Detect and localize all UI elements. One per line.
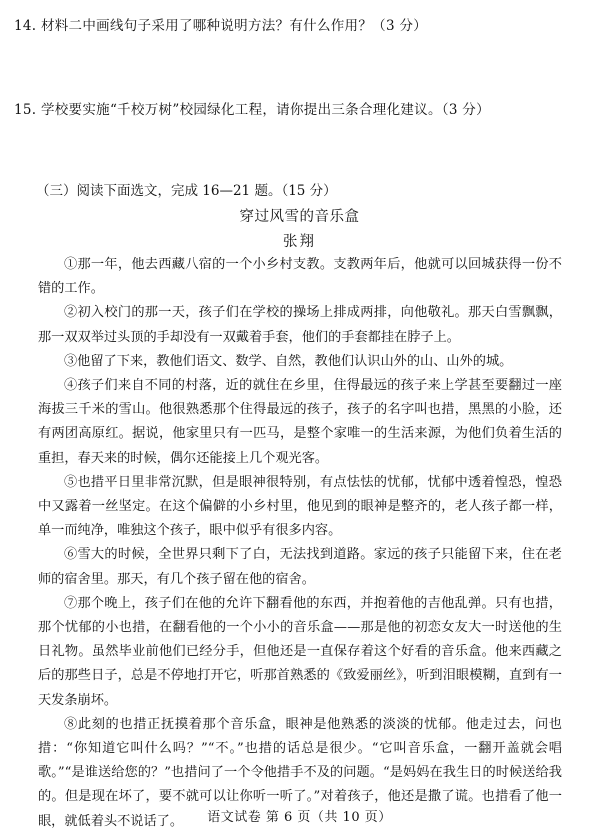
article-author: 张翔 [283, 234, 316, 250]
question-15: 15. 学校要实施“千校万树”校园绿化工程，请你提出三条合理化建议。（3 分） [14, 102, 490, 118]
article-title: 穿过风雪的音乐盒 [239, 209, 360, 225]
article-body [38, 253, 562, 834]
paragraph-3: ③他留了下来，教他们语文、数学、自然，教他们认识山外的山、山外的城。 [64, 353, 513, 369]
page-footer: 语文试卷 第 6 页（共 10 页） [207, 810, 392, 825]
paragraph-2: ②初入校门的那一天，孩子们在学校的操场上排成两排，向他敬礼。那天白雪飘飘，那一双双举过头顶的手却没有一双戴着手套，他们的手套都挂在脖子上。 [38, 305, 562, 345]
paragraph-5: ⑤也措平日里非常沉默，但是眼神很特别，有点怯怯的忧郁，忧郁中透着惶恐，惶恐中又露着一丝坚定。在这个偏僻的小乡村里，他见到的眼神是整齐的，老人孩子都一样，单一而纯净，唯独这个孩子，眼中似乎有很多内容。 [38, 474, 562, 539]
paragraph-1: ①那一年，他去西藏八宿的一个小乡村支教。支教两年后，他就可以回城获得一份不错的工作。 [38, 257, 562, 297]
paragraph-8: ⑧此刻的也措正抚摸着那个音乐盒，眼神是他熟悉的淡淡的忧郁。他走过去，问也措：“你知道它叫什么吗？”“不。”也措的话总是很少。“它叫音乐盒，一翻开盖就会唱歌。”“是谁送给您的？”也措问了一个令他措手不及的问题。“是妈妈在我生日的时候送给我的。但是现在坏了，要不就可以让你听一听了。”对着孩子，他还是撒了谎。也措看了他一眼，就低着头不说话了。 [38, 716, 562, 829]
paragraph-7: ⑦那个晚上，孩子们在他的允许下翻看他的东西，并抱着他的吉他乱弹。只有也措，那个忧郁的小也措，在翻看他的一个小小的音乐盒——那是他的初恋女友大一时送他的生日礼物。虽然毕业前他们已经分手，但他还是一直保存着这个好看的音乐盒。他来西藏之后的那些日子，总是不停地打开它，听那首熟悉的《致爱丽丝》，听到泪眼模糊，直到有一天发条崩坏。 [38, 595, 562, 708]
paragraph-6: ⑥雪大的时候，全世界只剩下了白，无法找到道路。家远的孩子只能留下来，住在老师的宿舍里。那天，有几个孩子留在他的宿舍。 [38, 547, 562, 587]
question-14: 14. 材料二中画线句子采用了哪种说明方法？有什么作用？（3 分） [14, 18, 428, 34]
section-heading: （三）阅读下面选文，完成 16—21 题。（15 分） [36, 183, 337, 199]
paragraph-4: ④孩子们来自不同的村落，近的就住在乡里，住得最远的孩子来上学甚至要翻过一座海拔三千米的雪山。他很熟悉那个住得最远的孩子，孩子的名字叫也措，黑黑的小脸，还有两团高原红。据说，他家里只有一匹马，是整个家唯一的生活来源，为他们负着生活的重担，春天来的时候，偶尔还能接上几个观光客。 [38, 378, 562, 466]
